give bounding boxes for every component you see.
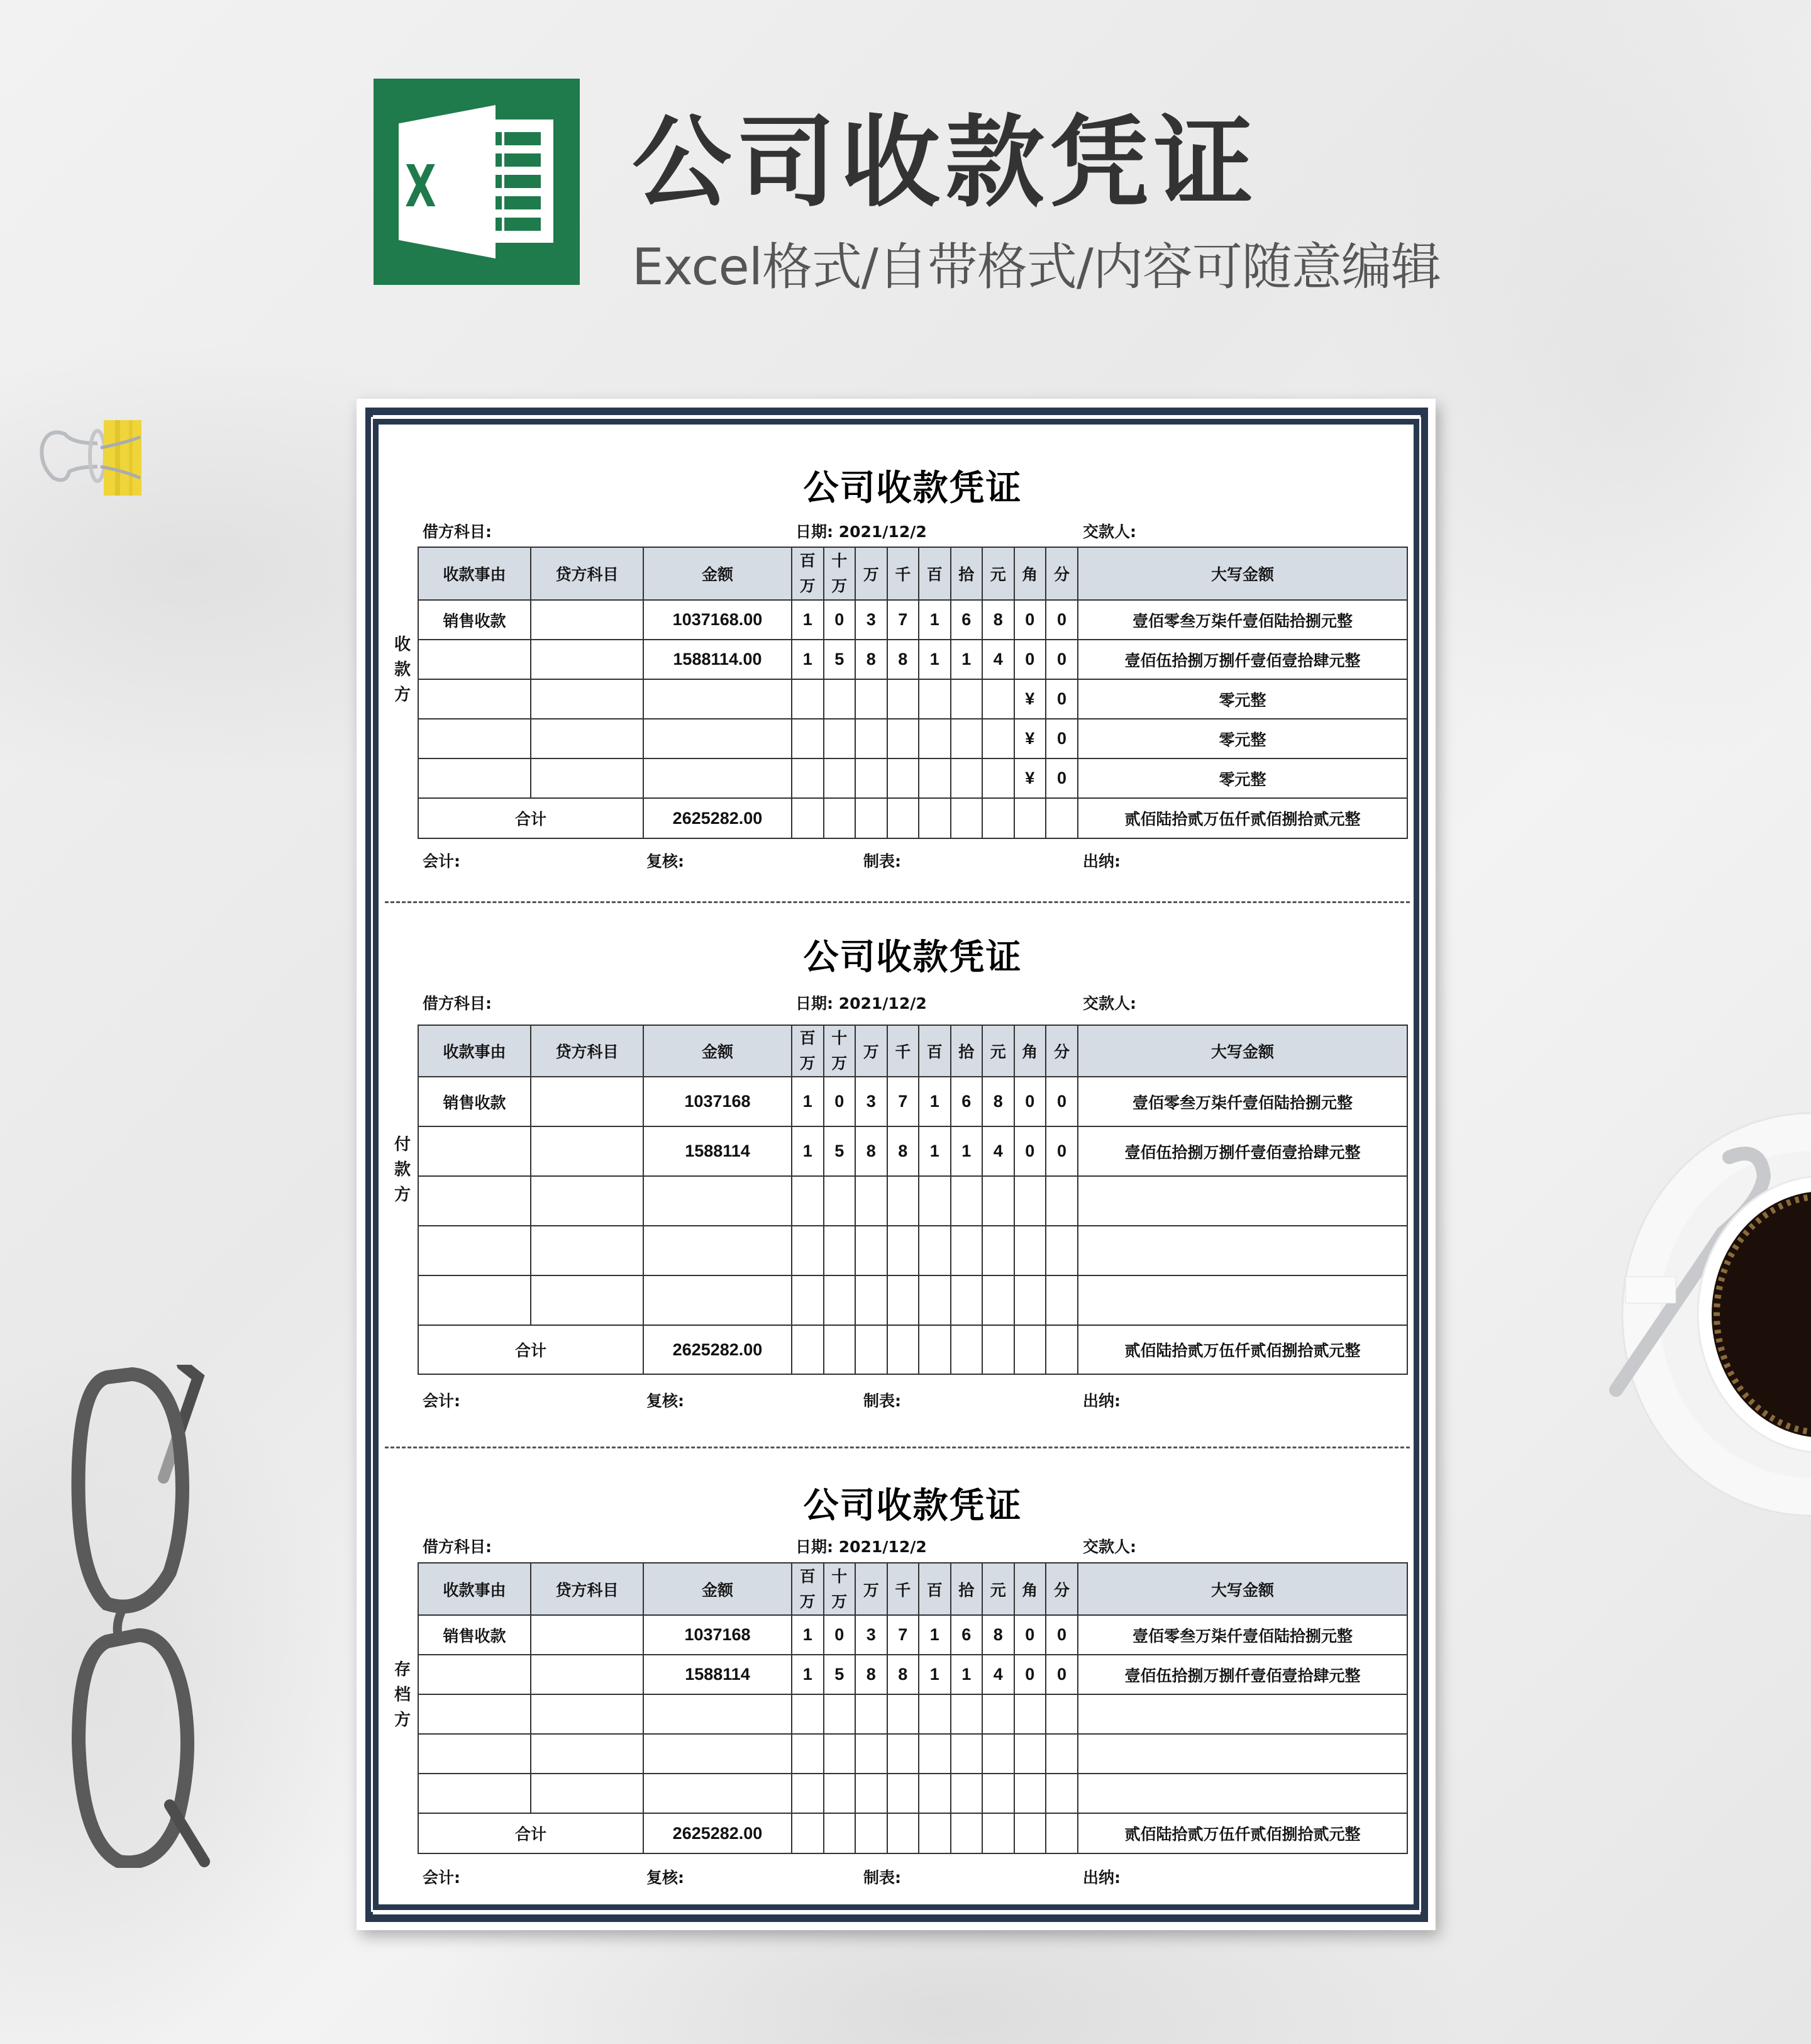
cell-reason[interactable] — [418, 1694, 531, 1734]
col-amount: 金额 — [643, 547, 792, 600]
cell-digit: 3 — [855, 1615, 887, 1655]
cell-credit[interactable] — [531, 1126, 643, 1176]
cell-digit: 0 — [1014, 640, 1046, 679]
col-digit-10: 拾 — [951, 547, 983, 600]
cell-digit: 1 — [919, 640, 951, 679]
cell-amount[interactable]: 1588114 — [643, 1655, 792, 1694]
cell-digit: 0 — [1014, 600, 1046, 640]
payer-label: 交款人: — [1083, 1538, 1136, 1556]
cell-capital — [1078, 1694, 1407, 1734]
cell-capital: 壹佰伍拾捌万捌仟壹佰壹拾肆元整 — [1078, 640, 1407, 679]
cell-reason[interactable] — [418, 719, 531, 758]
cell-digit: 1 — [792, 1126, 824, 1176]
table-row — [418, 758, 1407, 798]
col-digit-100k: 十 万 — [824, 1563, 856, 1615]
cell-digit: 0 — [1046, 600, 1078, 640]
cell-credit[interactable] — [531, 1734, 643, 1774]
total-amount: 2625282.00 — [643, 1813, 792, 1853]
cell-digit: 1 — [951, 640, 983, 679]
footer-accountant: 会计: — [423, 1869, 460, 1887]
cell-digit: 1 — [792, 600, 824, 640]
voucher-table — [418, 547, 1408, 839]
cell-digit — [824, 679, 856, 719]
cell-digit: 8 — [855, 1655, 887, 1694]
voucher-title: 公司收款凭证 — [803, 937, 1022, 978]
cell-amount[interactable]: 1588114.00 — [643, 640, 792, 679]
binder-clip-icon — [35, 409, 141, 503]
total-label: 合计 — [418, 1813, 643, 1853]
date-value[interactable]: 2021/12/2 — [838, 1538, 927, 1556]
payer-label: 交款人: — [1083, 523, 1136, 541]
cell-digit: 1 — [919, 1126, 951, 1176]
col-reason: 收款事由 — [418, 547, 531, 600]
debit-account-label: 借方科目: — [423, 1538, 492, 1556]
cell-credit[interactable] — [531, 1077, 643, 1126]
cell-credit[interactable] — [531, 719, 643, 758]
cell-amount[interactable] — [643, 1694, 792, 1734]
cell-capital — [1078, 1176, 1407, 1226]
side-label-receiver: 收 款 方 — [394, 635, 411, 704]
col-digit-10k: 万 — [855, 1563, 887, 1615]
cell-digit — [887, 679, 919, 719]
table-row — [418, 1176, 1407, 1226]
cell-digit — [824, 719, 856, 758]
cell-digit: 0 — [824, 1615, 856, 1655]
cell-reason[interactable] — [418, 1655, 531, 1694]
cell-capital: 零元整 — [1078, 679, 1407, 719]
cell-digit — [982, 758, 1014, 798]
cell-capital: 壹佰伍拾捌万捌仟壹佰壹拾肆元整 — [1078, 1126, 1407, 1176]
cell-reason[interactable]: 销售收款 — [418, 1077, 531, 1126]
col-digit-10: 拾 — [951, 1025, 983, 1077]
cell-digit: ¥ — [1014, 719, 1046, 758]
cell-credit[interactable] — [531, 1226, 643, 1275]
total-label: 合计 — [418, 1325, 643, 1374]
col-capital: 大写金额 — [1078, 547, 1407, 600]
cell-digit — [982, 679, 1014, 719]
excel-logo-grid — [496, 119, 553, 243]
cell-digit: 6 — [951, 1077, 983, 1126]
footer-preparer: 制表: — [863, 1392, 901, 1410]
footer-cashier: 出纳: — [1083, 852, 1121, 870]
col-digit-million: 百 万 — [792, 1563, 824, 1615]
cell-capital: 壹佰零叁万柒仟壹佰陆拾捌元整 — [1078, 600, 1407, 640]
cell-capital: 零元整 — [1078, 758, 1407, 798]
col-digit-jiao: 角 — [1014, 1563, 1046, 1615]
date-label: 日期: — [795, 523, 833, 541]
col-digit-1k: 千 — [887, 1025, 919, 1077]
col-digit-yuan: 元 — [982, 547, 1014, 600]
cell-digit: 0 — [1046, 1077, 1078, 1126]
cell-capital: 壹佰零叁万柒仟壹佰陆拾捌元整 — [1078, 1077, 1407, 1126]
table-row — [418, 1734, 1407, 1774]
voucher-table — [418, 1562, 1408, 1854]
footer-cashier: 出纳: — [1083, 1869, 1121, 1887]
cell-credit[interactable] — [531, 679, 643, 719]
col-digit-fen: 分 — [1046, 547, 1078, 600]
total-amount: 2625282.00 — [643, 1325, 792, 1374]
footer-reviewer: 复核: — [646, 852, 684, 870]
cell-credit[interactable] — [531, 1176, 643, 1226]
col-digit-yuan: 元 — [982, 1025, 1014, 1077]
voucher-table — [418, 1025, 1408, 1375]
footer-cashier: 出纳: — [1083, 1392, 1121, 1410]
table-header-row — [418, 547, 1407, 600]
total-row — [418, 1325, 1407, 1374]
payer-label: 交款人: — [1083, 994, 1136, 1013]
col-digit-fen: 分 — [1046, 1025, 1078, 1077]
cell-digit: 7 — [887, 600, 919, 640]
col-digit-fen: 分 — [1046, 1563, 1078, 1615]
footer-preparer: 制表: — [863, 1869, 901, 1887]
col-digit-yuan: 元 — [982, 1563, 1014, 1615]
cell-credit[interactable] — [531, 1615, 643, 1655]
cell-amount[interactable] — [643, 679, 792, 719]
col-amount: 金额 — [643, 1025, 792, 1077]
cell-digit: 0 — [824, 1077, 856, 1126]
table-row — [418, 1275, 1407, 1325]
cell-digit — [982, 719, 1014, 758]
excel-logo-letter: X — [405, 153, 436, 220]
cell-digit: 0 — [1046, 758, 1078, 798]
date-field — [795, 991, 927, 1014]
col-credit-account: 贷方科目 — [531, 1563, 643, 1615]
col-amount: 金额 — [643, 1563, 792, 1615]
cell-capital — [1078, 1275, 1407, 1325]
total-capital: 贰佰陆拾贰万伍仟贰佰捌拾贰元整 — [1078, 1325, 1407, 1374]
table-header-row — [418, 1025, 1407, 1077]
cell-digit: 7 — [887, 1077, 919, 1126]
cell-amount[interactable]: 1588114 — [643, 1126, 792, 1176]
cell-reason[interactable] — [418, 1176, 531, 1226]
footer-accountant: 会计: — [423, 852, 460, 870]
voucher-title: 公司收款凭证 — [803, 468, 1022, 509]
cell-amount[interactable] — [643, 1176, 792, 1226]
cell-credit[interactable] — [531, 1655, 643, 1694]
cell-digit: 1 — [919, 600, 951, 640]
cell-capital — [1078, 1226, 1407, 1275]
footer-accountant: 会计: — [423, 1392, 460, 1410]
cell-amount[interactable] — [643, 719, 792, 758]
cell-digit — [792, 679, 824, 719]
cell-reason[interactable] — [418, 758, 531, 798]
table-row — [418, 1615, 1407, 1655]
banner-subtitle: Excel格式/自带格式/内容可随意编辑 — [632, 238, 1441, 296]
table-row — [418, 1126, 1407, 1176]
table-row — [418, 640, 1407, 679]
cell-credit[interactable] — [531, 1275, 643, 1325]
cell-credit[interactable] — [531, 758, 643, 798]
col-digit-100: 百 — [919, 547, 951, 600]
col-digit-million: 百 万 — [792, 547, 824, 600]
date-label: 日期: — [795, 994, 833, 1013]
table-header-row — [418, 1563, 1407, 1615]
cell-amount[interactable] — [643, 1226, 792, 1275]
cell-digit — [919, 679, 951, 719]
cell-digit — [824, 758, 856, 798]
date-label: 日期: — [795, 1538, 833, 1556]
cell-credit[interactable] — [531, 1774, 643, 1813]
cell-digit: 0 — [1014, 1615, 1046, 1655]
cell-digit — [855, 679, 887, 719]
cell-reason[interactable]: 销售收款 — [418, 600, 531, 640]
cell-digit: 6 — [951, 600, 983, 640]
cell-capital — [1078, 1734, 1407, 1774]
cell-capital: 壹佰零叁万柒仟壹佰陆拾捌元整 — [1078, 1615, 1407, 1655]
col-reason: 收款事由 — [418, 1025, 531, 1077]
table-row — [418, 1077, 1407, 1126]
voucher-title: 公司收款凭证 — [803, 1486, 1022, 1526]
total-capital: 贰佰陆拾贰万伍仟贰佰捌拾贰元整 — [1078, 1813, 1407, 1853]
cell-digit: 0 — [1014, 1077, 1046, 1126]
cell-capital — [1078, 1774, 1407, 1813]
cell-digit — [951, 679, 983, 719]
excel-logo-icon — [374, 79, 580, 285]
cell-amount[interactable]: 1037168 — [643, 1615, 792, 1655]
cell-digit — [951, 719, 983, 758]
cell-digit — [887, 758, 919, 798]
col-digit-10k: 万 — [855, 1025, 887, 1077]
col-digit-10: 拾 — [951, 1563, 983, 1615]
table-row — [418, 600, 1407, 640]
date-value[interactable]: 2021/12/2 — [838, 523, 927, 541]
cell-reason[interactable] — [418, 1275, 531, 1325]
cell-digit: 8 — [887, 1126, 919, 1176]
cell-digit: 1 — [919, 1615, 951, 1655]
cell-digit — [919, 719, 951, 758]
cut-line — [385, 901, 1410, 903]
cell-credit[interactable] — [531, 1694, 643, 1734]
cell-digit — [855, 719, 887, 758]
col-credit-account: 贷方科目 — [531, 1025, 643, 1077]
side-label-archive: 存 档 方 — [394, 1660, 411, 1730]
cell-digit: 6 — [951, 1615, 983, 1655]
debit-account-label: 借方科目: — [423, 523, 492, 541]
cell-digit: 0 — [1046, 1655, 1078, 1694]
cell-reason[interactable] — [418, 1126, 531, 1176]
cell-reason[interactable] — [418, 640, 531, 679]
cell-digit: 8 — [887, 1655, 919, 1694]
footer-preparer: 制表: — [863, 852, 901, 870]
cell-digit — [887, 719, 919, 758]
cell-digit: 5 — [824, 1126, 856, 1176]
cell-digit: 0 — [1014, 1655, 1046, 1694]
cell-reason[interactable] — [418, 1226, 531, 1275]
cell-digit: 3 — [855, 600, 887, 640]
debit-account-label: 借方科目: — [423, 994, 492, 1013]
cell-digit: 1 — [919, 1077, 951, 1126]
total-capital: 贰佰陆拾贰万伍仟贰佰捌拾贰元整 — [1078, 798, 1407, 838]
cell-credit[interactable] — [531, 600, 643, 640]
cell-reason[interactable]: 销售收款 — [418, 1615, 531, 1655]
cell-capital: 壹佰伍拾捌万捌仟壹佰壹拾肆元整 — [1078, 1655, 1407, 1694]
total-row — [418, 1813, 1407, 1853]
cell-credit[interactable] — [531, 640, 643, 679]
col-capital: 大写金额 — [1078, 1025, 1407, 1077]
cell-digit: 5 — [824, 640, 856, 679]
cell-digit: 0 — [1046, 719, 1078, 758]
cell-digit: 1 — [792, 640, 824, 679]
cell-digit: 1 — [951, 1126, 983, 1176]
cell-digit: 7 — [887, 1615, 919, 1655]
cell-amount[interactable] — [643, 1774, 792, 1813]
cell-digit: 4 — [982, 640, 1014, 679]
cell-digit: ¥ — [1014, 758, 1046, 798]
col-digit-10k: 万 — [855, 547, 887, 600]
date-field — [795, 519, 927, 542]
cell-digit: 8 — [855, 640, 887, 679]
table-row — [418, 1694, 1407, 1734]
col-digit-jiao: 角 — [1014, 547, 1046, 600]
coffee-cup-icon — [1597, 1107, 1811, 1522]
cell-digit: 4 — [982, 1655, 1014, 1694]
cell-reason[interactable] — [418, 679, 531, 719]
cell-digit: 8 — [855, 1126, 887, 1176]
cell-digit — [951, 758, 983, 798]
col-digit-100k: 十 万 — [824, 1025, 856, 1077]
cell-digit: 8 — [982, 1615, 1014, 1655]
cell-digit: 4 — [982, 1126, 1014, 1176]
cell-amount[interactable] — [643, 1734, 792, 1774]
cell-digit: 0 — [1046, 640, 1078, 679]
col-digit-jiao: 角 — [1014, 1025, 1046, 1077]
table-row — [418, 1226, 1407, 1275]
table-row — [418, 1774, 1407, 1813]
col-digit-100: 百 — [919, 1025, 951, 1077]
cell-digit: 1 — [792, 1655, 824, 1694]
total-row — [418, 798, 1407, 838]
cell-digit: 0 — [1046, 679, 1078, 719]
cell-digit: 1 — [792, 1077, 824, 1126]
col-digit-100: 百 — [919, 1563, 951, 1615]
cell-digit: 1 — [792, 1615, 824, 1655]
cell-digit: 8 — [982, 1077, 1014, 1126]
col-digit-million: 百 万 — [792, 1025, 824, 1077]
cell-amount[interactable] — [643, 1275, 792, 1325]
cell-digit: 0 — [1046, 1615, 1078, 1655]
col-credit-account: 贷方科目 — [531, 547, 643, 600]
cell-amount[interactable]: 1037168.00 — [643, 600, 792, 640]
cell-digit: 8 — [982, 600, 1014, 640]
table-row — [418, 719, 1407, 758]
footer-reviewer: 复核: — [646, 1392, 684, 1410]
side-label-payer: 付 款 方 — [394, 1135, 411, 1204]
cut-line — [385, 1447, 1410, 1448]
cell-reason[interactable] — [418, 1774, 531, 1813]
cell-capital: 零元整 — [1078, 719, 1407, 758]
cell-digit — [919, 758, 951, 798]
col-digit-1k: 千 — [887, 547, 919, 600]
cell-digit: ¥ — [1014, 679, 1046, 719]
footer-reviewer: 复核: — [646, 1869, 684, 1887]
cell-digit: 0 — [1046, 1126, 1078, 1176]
date-field — [795, 1535, 927, 1557]
total-label: 合计 — [418, 798, 643, 838]
cell-digit — [855, 758, 887, 798]
cell-digit: 5 — [824, 1655, 856, 1694]
cell-digit: 3 — [855, 1077, 887, 1126]
col-digit-100k: 十 万 — [824, 547, 856, 600]
cell-digit — [792, 758, 824, 798]
banner-title: 公司收款凭证 — [632, 105, 1258, 221]
col-digit-1k: 千 — [887, 1563, 919, 1615]
cell-digit: 1 — [919, 1655, 951, 1694]
total-amount: 2625282.00 — [643, 798, 792, 838]
cell-amount[interactable] — [643, 758, 792, 798]
cell-reason[interactable] — [418, 1734, 531, 1774]
cell-digit: 1 — [951, 1655, 983, 1694]
date-value[interactable]: 2021/12/2 — [838, 994, 927, 1013]
table-row — [418, 679, 1407, 719]
col-reason: 收款事由 — [418, 1563, 531, 1615]
cell-digit: 0 — [824, 600, 856, 640]
cell-digit: 0 — [1014, 1126, 1046, 1176]
cell-digit: 8 — [887, 640, 919, 679]
eyeglasses-icon — [69, 1365, 233, 1868]
cell-amount[interactable]: 1037168 — [643, 1077, 792, 1126]
table-row — [418, 1655, 1407, 1694]
col-capital: 大写金额 — [1078, 1563, 1407, 1615]
cell-digit — [792, 719, 824, 758]
